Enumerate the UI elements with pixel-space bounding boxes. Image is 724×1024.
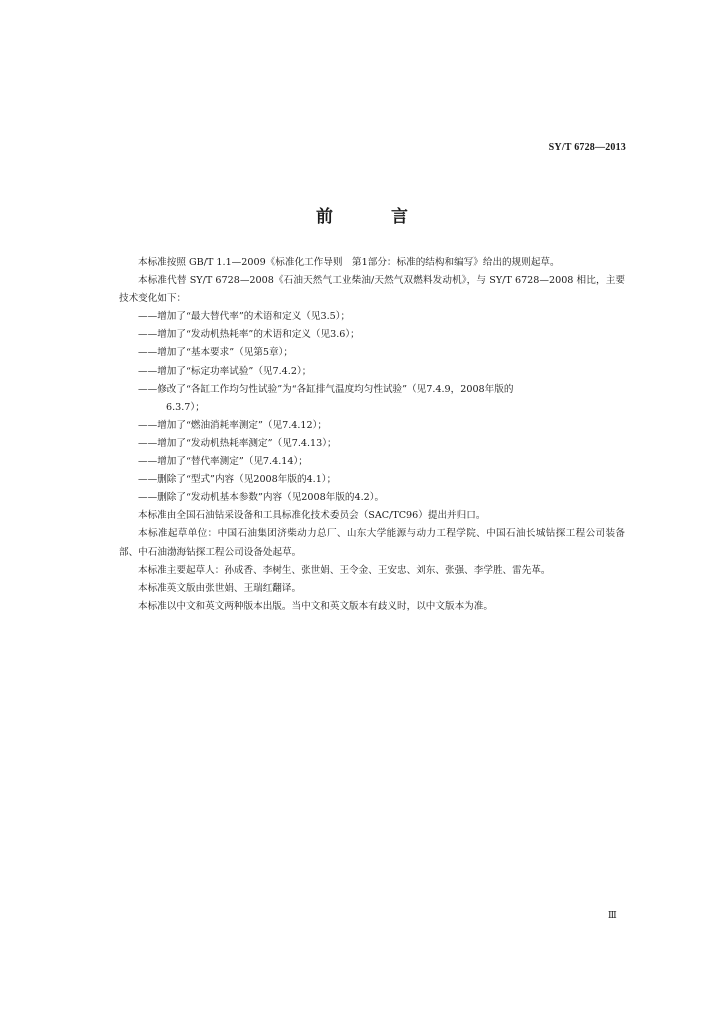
paragraph-drafters: 本标准主要起草人：孙成香、李树生、张世娟、王令金、王安忠、刘东、张强、李学胜、雷先革。 — [138, 564, 551, 576]
paragraph-proposer: 本标准由全国石油钻采设备和工具标准化技术委员会（SAC/TC96）提出并归口。 — [138, 510, 486, 522]
change-item — [119, 489, 625, 507]
change-item — [119, 453, 625, 471]
change-item — [119, 308, 625, 326]
change-item-text: ——修改了“各缸工作均匀性试验”为“各缸排气温度均匀性试验”（见7.4.9，2008年版的 — [138, 383, 514, 395]
paragraph-drafting-units: 本标准起草单位：中国石油集团济柴动力总厂、山东大学能源与动力工程学院、中国石油长城钻探工程公司装备部、中石油渤海钻探工程公司设备处起草。 — [119, 528, 625, 558]
change-item-text: ——删除了“型式”内容（见2008年版的4.1）； — [138, 474, 337, 486]
change-item — [119, 326, 625, 344]
standard-code: SY/T 6728—2013 — [548, 142, 626, 153]
change-item — [119, 344, 625, 362]
page-title: 前 言 — [316, 207, 434, 227]
change-item-text: ——增加了“基本要求”（见第5章）； — [138, 347, 294, 359]
change-item-text: ——增加了“燃油消耗率测定”（见7.4.12）； — [138, 419, 328, 431]
paragraph-language-note: 本标准以中文和英文两种版本出版。当中文和英文版本有歧义时，以中文版本为准。 — [138, 600, 493, 612]
change-item-text: ——删除了“发动机基本参数”内容（见2008年版的4.2）。 — [138, 492, 385, 504]
change-item — [119, 435, 625, 453]
change-item-text: ——增加了“最大替代率”的术语和定义（见3.5）； — [138, 311, 351, 323]
change-item — [119, 417, 625, 435]
change-item-continuation: 6.3.7）； — [166, 401, 205, 413]
paragraph-replaces: 本标准代替 SY/T 6728—2008《石油天然气工业柴油/天然气双燃料发动机》，与 SY/T 6728—2008 相比，主要技术变化如下： — [119, 275, 625, 305]
change-item-text: ——增加了“发动机热耗率测定”（见7.4.13）； — [138, 437, 337, 449]
change-item-text: ——增加了“标定功率试验”（见7.4.2）； — [138, 365, 312, 377]
paragraph-drafting-rule: 本标准按照 GB/T 1.1—2009《标准化工作导则 第1部分：标准的结构和编写》给出的规则起草。 — [138, 257, 560, 268]
change-item — [119, 363, 625, 381]
paragraph-translators: 本标准英文版由张世娟、王瑞红翻译。 — [138, 582, 302, 594]
change-item — [119, 471, 625, 489]
change-item — [119, 381, 625, 417]
page-number: Ⅲ — [608, 911, 617, 921]
change-item-text: ——增加了“发动机热耗率”的术语和定义（见3.6）； — [138, 329, 360, 341]
foreword-body — [119, 254, 625, 616]
change-item-text: ——增加了“替代率测定”（见7.4.14）； — [138, 456, 308, 468]
